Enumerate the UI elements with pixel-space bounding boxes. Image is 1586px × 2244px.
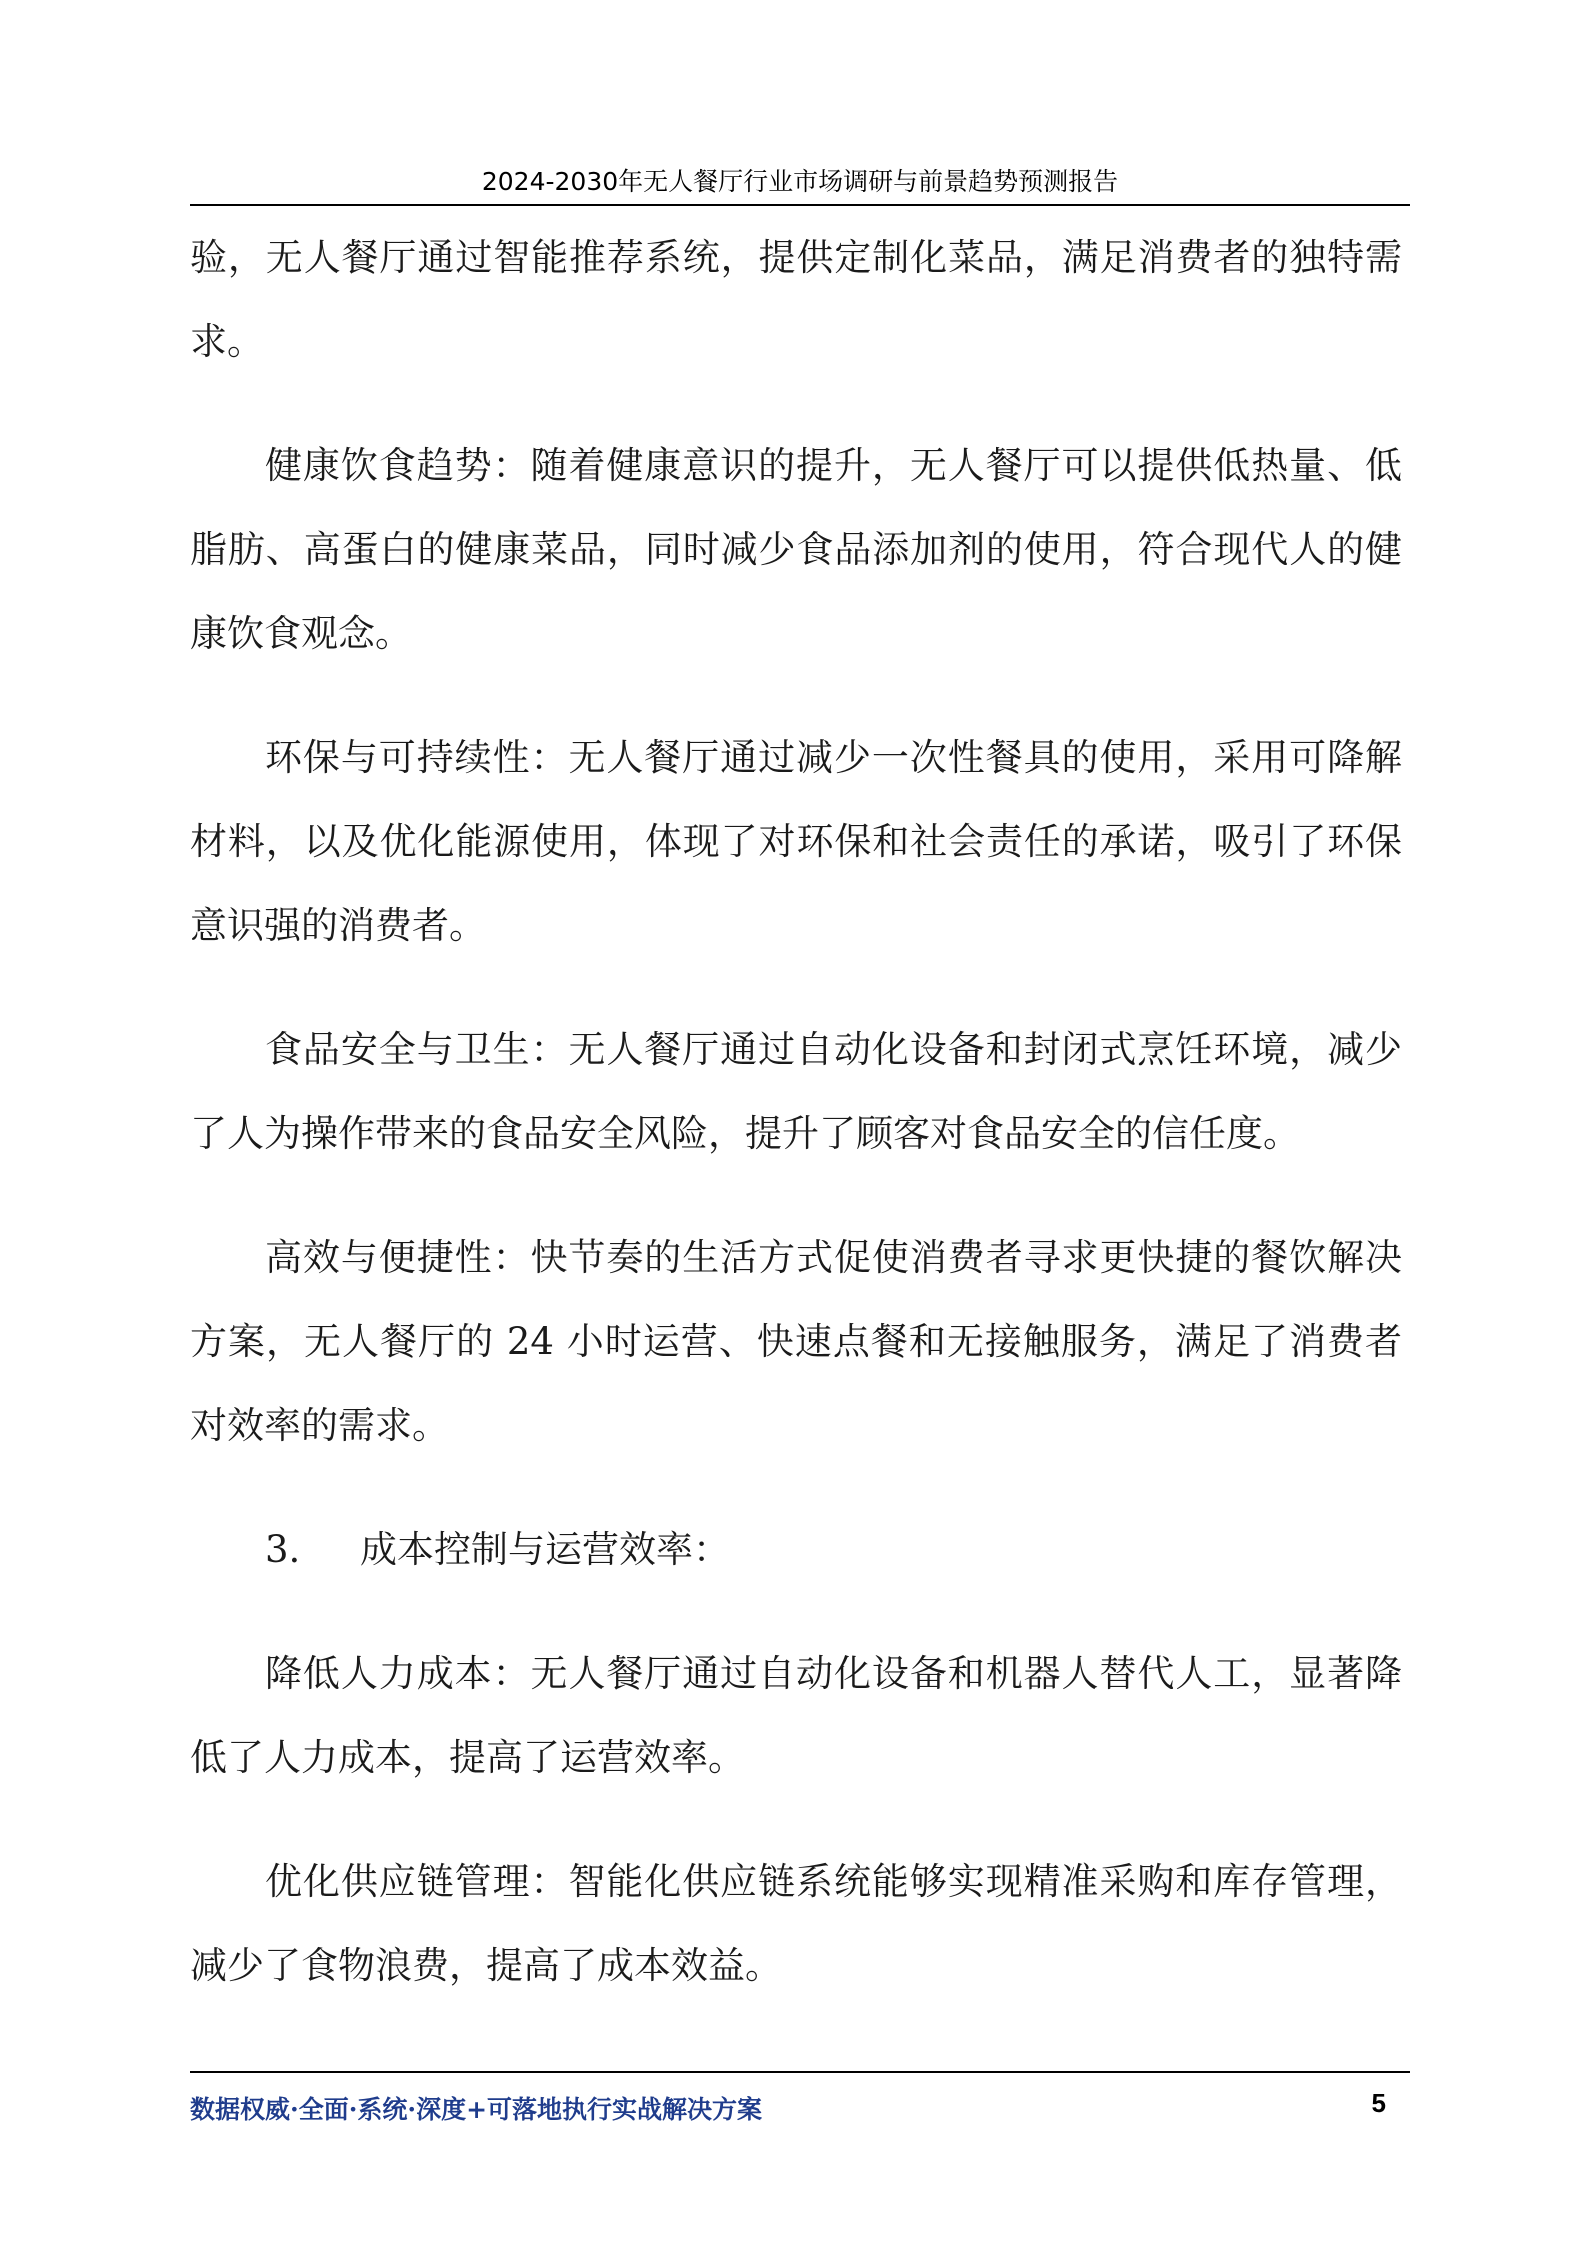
section-heading	[190, 1508, 1402, 1592]
body-paragraph: 健康饮食趋势：随着健康意识的提升，无人餐厅可以提供低热量、低脂肪、高蛋白的健康菜品，同时减少食品添加剂的使用，符合现代人的健康饮食观念。	[190, 444, 1402, 655]
body-paragraph: 环保与可持续性：无人餐厅通过减少一次性餐具的使用，采用可降解材料，以及优化能源使用，体现了对环保和社会责任的承诺，吸引了环保意识强的消费者。	[190, 736, 1402, 947]
paragraph-spacer	[190, 1592, 1402, 1632]
paragraph-spacer	[190, 1800, 1402, 1840]
body-paragraph: 食品安全与卫生：无人餐厅通过自动化设备和封闭式烹饪环境，减少了人为操作带来的食品安全风险，提升了顾客对食品安全的信任度。	[190, 1028, 1402, 1155]
section-number: 3.	[265, 1528, 301, 1571]
page-body	[190, 216, 1402, 2008]
paragraph-spacer	[190, 1468, 1402, 1508]
footer-slogan: 数据权威·全面·系统·深度+可落地执行实战解决方案	[190, 2095, 763, 2124]
section-title: 成本控制与运营效率：	[360, 1528, 730, 1571]
running-header-title: 2024-2030年无人餐厅行业市场调研与前景趋势预测报告	[481, 167, 1119, 196]
paragraph-spacer	[190, 968, 1402, 1008]
body-paragraph: 降低人力成本：无人餐厅通过自动化设备和机器人替代人工，显著降低了人力成本，提高了运营效率。	[190, 1652, 1402, 1779]
page-number: 5	[1371, 2088, 1386, 2118]
body-paragraph: 优化供应链管理：智能化供应链系统能够实现精准采购和库存管理，减少了食物浪费，提高了成本效益。	[190, 1860, 1402, 1987]
paragraph-spacer	[190, 676, 1402, 716]
footer-divider	[190, 2071, 1410, 2073]
paragraph-spacer	[190, 384, 1402, 424]
header-divider	[190, 204, 1410, 206]
body-paragraph: 验，无人餐厅通过智能推荐系统，提供定制化菜品，满足消费者的独特需求。	[190, 236, 1402, 363]
paragraph-spacer	[190, 1176, 1402, 1216]
body-paragraph: 高效与便捷性：快节奏的生活方式促使消费者寻求更快捷的餐饮解决方案，无人餐厅的 24 小时运营、快速点餐和无接触服务，满足了消费者对效率的需求。	[190, 1236, 1402, 1447]
